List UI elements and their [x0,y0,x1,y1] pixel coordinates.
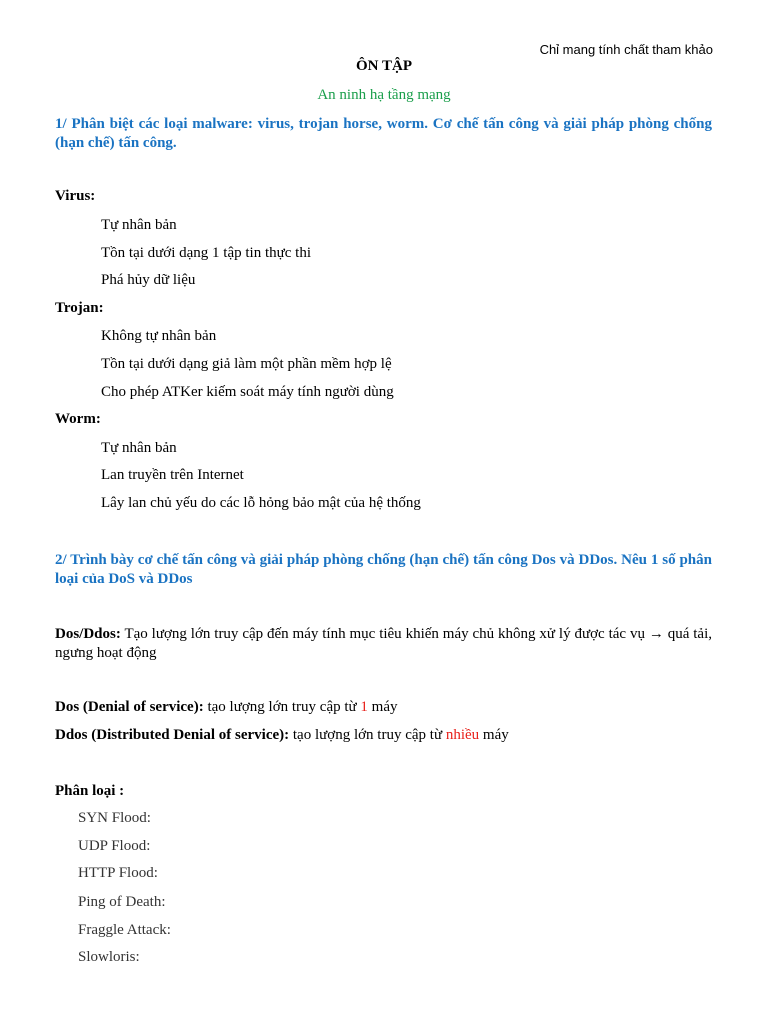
virus-item: Phá hủy dữ liệu [101,272,196,288]
classification-item: Ping of Death: [78,894,166,910]
question-2: 2/ Trình bày cơ chế tấn công và giải pháp phòng chống (hạn chế) tấn công Dos và DDos. Nêu 1 số phân loại của DoS và DDos [55,552,712,587]
dos-ddos-definition [55,625,712,663]
virus-item: Tự nhân bản [101,217,177,233]
trojan-item: Không tự nhân bản [101,328,217,344]
ddos-text-end: máy [479,727,509,743]
classification-item: UDP Flood: [78,838,151,854]
trojan-item: Tồn tại dưới dạng giả làm một phần mềm hợp lệ [101,356,392,372]
question-1: 1/ Phân biệt các loại malware: virus, trojan horse, worm. Cơ chế tấn công và giải pháp phòng chống (hạn chế) tấn công. [55,116,712,151]
worm-item: Tự nhân bản [101,440,177,456]
ddos-highlight: nhiều [445,727,480,743]
worm-item: Lan truyền trên Internet [101,467,244,483]
classification-item: Slowloris: [78,949,140,965]
page-subtitle: An ninh hạ tầng mạng [317,87,451,103]
dos-text-end: máy [367,699,398,715]
dos-highlight: 1 [360,699,368,715]
ddos-label: Ddos (Distributed Denial of service): [55,727,290,743]
worm-heading: Worm: [55,411,101,427]
dos-ddos-label: Dos/Ddos: [55,626,121,642]
page-title: ÔN TẬP [356,58,412,74]
dos-label: Dos (Denial of service): [55,699,204,715]
virus-item: Tồn tại dưới dạng 1 tập tin thực thi [101,245,311,261]
trojan-item: Cho phép ATKer kiếm soát máy tính người dùng [101,384,394,400]
dos-text: tạo lượng lớn truy cập từ [203,699,361,715]
classification-item: HTTP Flood: [78,865,158,881]
ddos-text: tạo lượng lớn truy cập từ [289,727,446,743]
dos-ddos-text: Tạo lượng lớn truy cập đến máy tính mục tiêu khiến máy chủ không xử lý được tác vụ → quá tải, ngưng hoạt động [55,626,712,661]
trojan-heading: Trojan: [55,300,104,316]
classification-heading: Phân loại : [55,783,125,799]
dos-definition [55,699,397,716]
classification-item: SYN Flood: [78,810,151,826]
virus-heading: Virus: [55,188,96,204]
header-note: Chỉ mang tính chất tham khảo [539,42,713,57]
classification-item: Fraggle Attack: [78,922,171,938]
ddos-definition [55,727,509,744]
worm-item: Lây lan chủ yếu do các lỗ hỏng bảo mật của hệ thống [101,495,421,511]
